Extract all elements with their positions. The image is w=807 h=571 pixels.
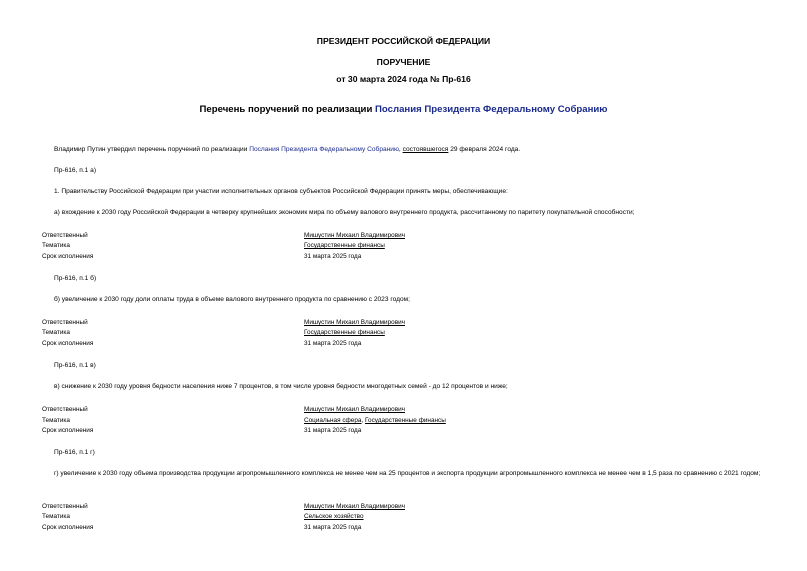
- deadline-value: 31 марта 2025 года: [304, 524, 362, 531]
- section-text: в) снижение к 2030 году уровня бедности населения ниже 7 процентов, в том числе уровня бедности многодетных семей - до 12 процентов и ниже;: [54, 383, 508, 390]
- section-code: Пр-616, п.1 а): [54, 167, 97, 174]
- section-code: Пр-616, п.1 г): [54, 449, 95, 456]
- deadline-value: 31 марта 2025 года: [304, 340, 362, 347]
- topic-link[interactable]: Государственные финансы: [365, 417, 446, 424]
- intro-underlined-word: состоявшегося: [402, 146, 449, 153]
- deadline-label: Срок исполнения: [42, 427, 94, 434]
- intro-message-link[interactable]: Послания Президента Федеральному Собранию: [249, 146, 399, 153]
- intro-prefix: Владимир Путин утвердил перечень поручений по реализации: [54, 146, 250, 153]
- subtitle-prefix: Перечень поручений по реализации: [199, 104, 376, 115]
- subtitle-message-link[interactable]: Послания Президента Федеральному Собранию: [375, 104, 608, 115]
- responsible-link[interactable]: Мишустин Михаил Владимирович: [304, 319, 405, 326]
- responsible-label: Ответственный: [42, 319, 88, 326]
- intro-separator: ,: [398, 146, 403, 153]
- section-heading: 1. Правительству Российской Федерации при участии исполнительных органов субъектов Российской Федерации принять меры, обеспечивающие:: [54, 188, 508, 195]
- document-subtitle: [0, 104, 807, 115]
- responsible-label: Ответственный: [42, 406, 88, 413]
- topic-link[interactable]: Государственные финансы: [304, 329, 385, 336]
- deadline-value: 31 марта 2025 года: [304, 427, 362, 434]
- document-date-number: от 30 марта 2024 года № Пр-616: [336, 74, 471, 84]
- intro-suffix: 29 февраля 2024 года.: [448, 146, 521, 153]
- topic-link[interactable]: Социальная сфера: [304, 417, 362, 424]
- intro-paragraph: [54, 146, 520, 153]
- topic-label: Тематика: [42, 417, 70, 424]
- deadline-label: Срок исполнения: [42, 524, 94, 531]
- section-text: б) увеличение к 2030 году доли оплаты труда в объеме валового внутреннего продукта по сравнению с 2023 годом;: [54, 296, 411, 303]
- deadline-value: 31 марта 2025 года: [304, 253, 362, 260]
- responsible-link[interactable]: Мишустин Михаил Владимирович: [304, 232, 405, 239]
- topic-label: Тематика: [42, 329, 70, 336]
- section-text: а) вхождение к 2030 году Российской Федерации в четверку крупнейших экономик мира по объему валового внутреннего продукта, рассчитанному по паритету покупательной способности;: [54, 209, 635, 216]
- topic-links: [304, 417, 446, 424]
- topic-link[interactable]: Сельское хозяйство: [304, 513, 364, 520]
- deadline-label: Срок исполнения: [42, 253, 94, 260]
- section-code: Пр-616, п.1 б): [54, 275, 97, 282]
- responsible-link[interactable]: Мишустин Михаил Владимирович: [304, 406, 405, 413]
- responsible-label: Ответственный: [42, 232, 88, 239]
- responsible-link[interactable]: Мишустин Михаил Владимирович: [304, 503, 405, 510]
- responsible-label: Ответственный: [42, 503, 88, 510]
- document-org: ПРЕЗИДЕНТ РОССИЙСКОЙ ФЕДЕРАЦИИ: [316, 36, 491, 46]
- section-text: г) увеличение к 2030 году объема производства продукции агропромышленного комплекса не менее чем на 25 процентов и экспорта продукции агропромышленного комплекса не менее чем в 1,5 раза по сравнению с 2021 годом;: [54, 470, 761, 477]
- topic-link[interactable]: Государственные финансы: [304, 242, 385, 249]
- topic-separator: ,: [361, 417, 366, 424]
- deadline-label: Срок исполнения: [42, 340, 94, 347]
- topic-label: Тематика: [42, 242, 70, 249]
- document-type: ПОРУЧЕНИЕ: [376, 57, 431, 67]
- section-code: Пр-616, п.1 в): [54, 362, 96, 369]
- topic-label: Тематика: [42, 513, 70, 520]
